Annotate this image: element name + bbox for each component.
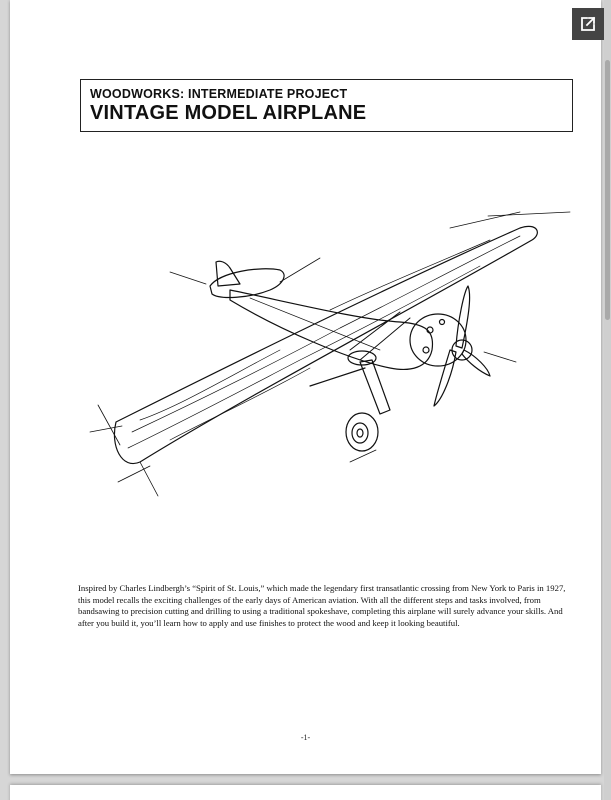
open-in-new-button[interactable]	[572, 8, 604, 40]
propeller-hub	[452, 340, 472, 360]
wood-grain	[128, 236, 520, 448]
scrollbar[interactable]	[604, 0, 611, 800]
scrollbar-thumb[interactable]	[605, 60, 610, 320]
wheel	[346, 413, 378, 451]
engine-cowl	[410, 314, 466, 366]
page-number: -1-	[300, 733, 311, 742]
project-kicker: WOODWORKS: INTERMEDIATE PROJECT	[90, 87, 348, 101]
document-page	[10, 0, 601, 774]
title-box	[80, 79, 573, 132]
next-page	[10, 785, 601, 800]
airplane-illustration	[80, 200, 580, 510]
open-in-new-icon	[580, 16, 596, 32]
tail-fin	[216, 261, 240, 286]
intro-paragraph: Inspired by Charles Lindbergh’s “Spirit of St. Louis,” which made the legendary first transatlantic crossing from New York to Paris in 1927, this model recalls the exciting challenges of the early days of American aviation. With all the different steps and tasks involved, from bandsawing to precision cutting and drilling to using a traditional spokeshave, completing this airplane will surely advance your skills. And after you build it, you’ll learn how to apply and use finishes to protect the wood and keep it looking beautiful.	[78, 583, 566, 628]
dimension-lines	[90, 212, 570, 496]
page-title: VINTAGE MODEL AIRPLANE	[90, 102, 367, 124]
propeller	[434, 286, 490, 406]
main-wing	[114, 226, 537, 463]
